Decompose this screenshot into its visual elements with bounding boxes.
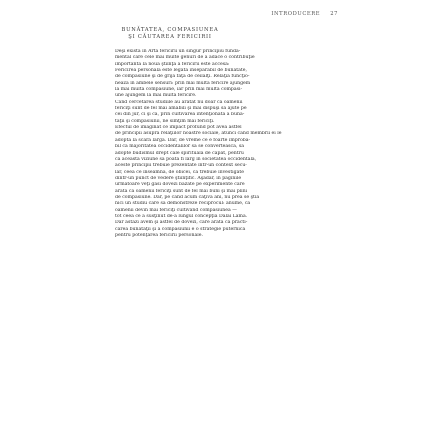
text-line: Dar astăzi avem şi astfel de dovezi, care arată că practi- xyxy=(115,220,248,226)
text-line: lar, ceea ce înseamnă, de obicei, că trebuie investigate xyxy=(115,169,245,175)
text-line: Deşi există în Arta fericirii un singur principiu funda- xyxy=(115,49,241,54)
text-line: une ajungem la mai multă fericire. xyxy=(115,93,197,99)
text-line: cei din jur, ci şi că, prin cultivarea intenţionată a bună- xyxy=(115,112,245,118)
text-line: adopte budismul drept cale spirituală de căpăt, pentru xyxy=(115,150,244,156)
text-line: tăţii şi compasiunii, ne simţim mai fericiţi. xyxy=(115,118,215,124)
text-line: bil ca majoritatea occidentalilor să se convertească, să xyxy=(115,144,245,150)
section-title xyxy=(108,27,232,41)
text-line: de compasiune şi de grija faţă de ceilalţi. Relaţia funcţio- xyxy=(115,74,250,80)
body-text xyxy=(108,49,338,239)
page-number: 27 xyxy=(330,11,338,17)
text-line: la mai multă compasiune, iar prin mai multă compasi- xyxy=(115,87,243,93)
paragraph xyxy=(108,100,338,125)
section-title-line-2: ŞI CĂUTAREA FERICIRII xyxy=(128,34,212,40)
text-line: aceste principii trebuie prezentate într-un context secu- xyxy=(115,163,247,169)
paragraph xyxy=(108,49,338,100)
text-line: următoare veţi găsi dovezi bazate pe experimente care xyxy=(115,182,245,188)
running-title: INTRODUCERE xyxy=(271,11,321,17)
section-title-line-1: BUNĂTATEA, COMPASIUNEA xyxy=(121,27,219,33)
text-line: nici un studiu care să demonstreze reciprocul: anume, că xyxy=(115,201,251,207)
text-line: de principii asupra relaţiilor noastre sociale, atunci când membrii ei le xyxy=(115,131,282,137)
running-header xyxy=(108,11,338,17)
text-line: Fericirea personală este legată inseparabil de bunătate, xyxy=(115,68,247,74)
text-line: mental care cele mai multe genuri de a adace o contribuţie xyxy=(115,55,255,61)
text-line: importantă la noua ştiinţă a fericirii este accesa: xyxy=(115,61,230,67)
text-line: Efectul de imaginat ce impact profund pot avea astfel xyxy=(115,125,242,131)
paragraph xyxy=(108,125,338,239)
text-line: Când cercetarea studiile au arătat nu doar că oamenii xyxy=(115,99,243,105)
text-line: nează în ambele sensuri: prin mai multă fericire ajungem xyxy=(115,80,251,86)
text-line: tot ceea ce a susţinut de-a lungul concepţia Dalai Lama. xyxy=(115,213,248,219)
text-line: dintr-un punct de vedere ştiinţific. Aşadar, în paginile xyxy=(115,175,242,181)
text-line: de compasiune. Dar, pe când acum câţiva ani, nu prea se ştia xyxy=(115,194,260,200)
text-line: carea bunătăţii şi a compasiunii e o strategie puternică xyxy=(115,226,246,232)
text-line: fericiţi sunt de fel mai amabili şi mai dispuşi să ajute pe xyxy=(115,106,247,112)
text-line: pentru potenţarea fericirii personale. xyxy=(115,232,203,238)
text-line: oamenii devin mai fericiţi cultivând compasiunea — xyxy=(115,207,237,213)
text-line: ca această viziune să poată fi larg în societatea occidentală, xyxy=(115,156,257,162)
text-line: adoptă la scară largă. Dar, de vreme ce e foarte improba- xyxy=(115,137,251,143)
text-line: arată că oamenii fericiţi sunt de fel mai buni şi mai plini xyxy=(115,188,248,194)
